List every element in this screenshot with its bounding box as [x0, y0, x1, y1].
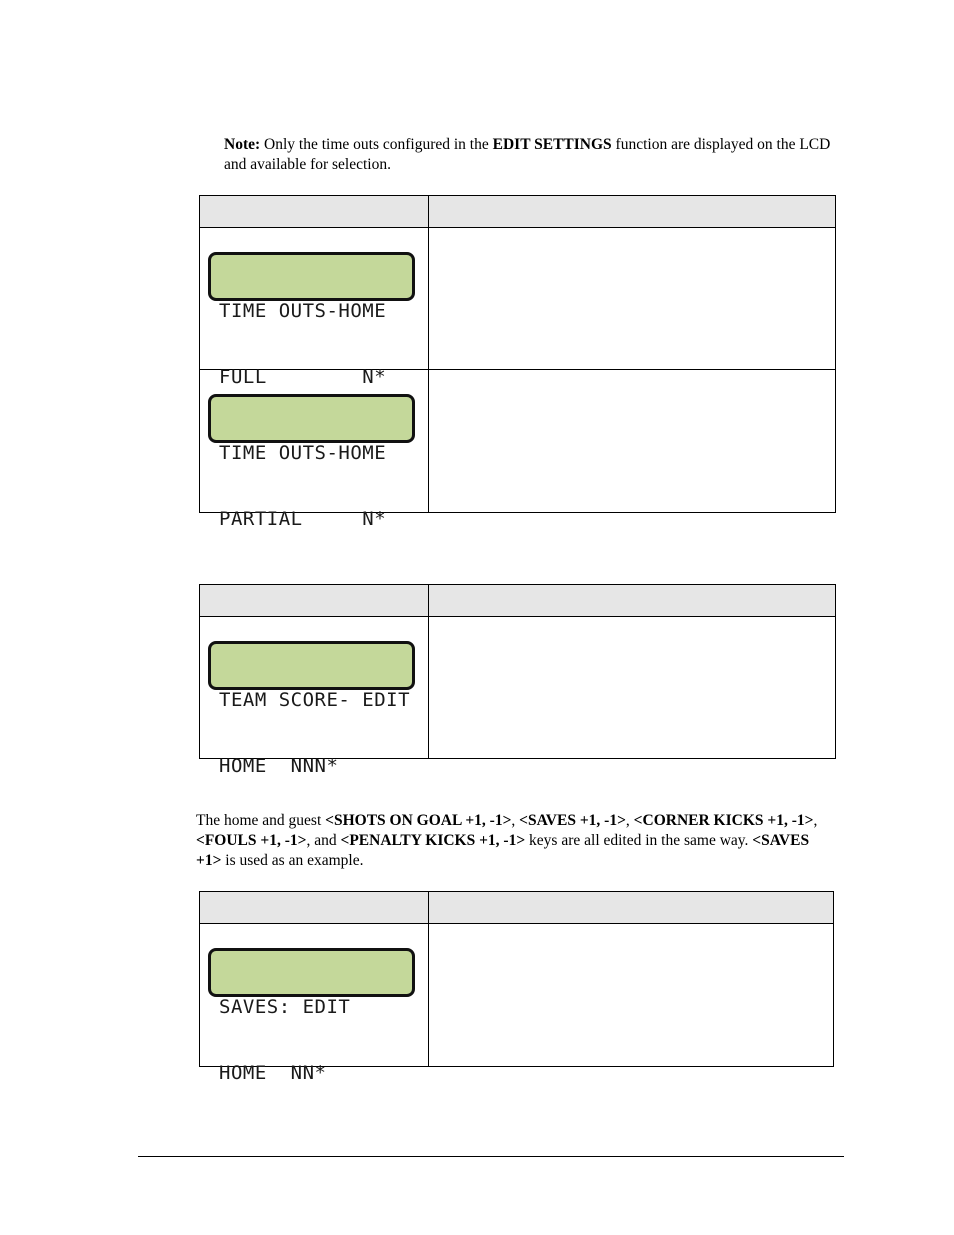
key-corner-kicks: <CORNER KICKS +1, -1>: [633, 812, 814, 829]
lcd-display: [208, 394, 415, 530]
lcd-cell: [200, 228, 429, 388]
table-row: [200, 228, 836, 370]
keys-text: is used as an example.: [221, 852, 364, 869]
key-saves: <SAVES +1, -1>: [519, 812, 626, 829]
table-header-row: [200, 196, 836, 228]
table-header-row: [200, 585, 836, 617]
keys-text: ,: [511, 812, 520, 829]
lcd-display: [208, 948, 415, 1084]
time-outs-table: [199, 195, 836, 530]
keys-text: , and: [306, 832, 341, 849]
keys-text: keys are all edited in the same way.: [525, 832, 753, 849]
saves-table: [199, 891, 834, 1084]
lcd-line-2: PARTIAL N*: [219, 508, 387, 530]
lcd-cell: [200, 617, 429, 777]
lcd-line-1: TIME OUTS-HOME: [219, 442, 387, 464]
keys-text: ,: [813, 812, 818, 829]
keys-text: ,: [625, 812, 634, 829]
lcd-cell: [200, 370, 429, 530]
key-saves-plus-one: <SAVES +1>: [196, 832, 810, 869]
lcd-display: [208, 252, 415, 388]
lcd-line-2: HOME NNN*: [219, 755, 339, 777]
team-score-table: [199, 584, 836, 777]
table-row: [200, 924, 834, 1067]
key-fouls: <FOULS +1, -1>: [196, 832, 307, 849]
lcd-line-2: HOME NN*: [219, 1062, 327, 1084]
lcd-line-1: TIME OUTS-HOME: [219, 300, 387, 322]
lcd-display: [208, 641, 415, 777]
lcd-line-2: FULL N*: [219, 366, 387, 388]
note-paragraph: [224, 135, 834, 175]
table-row: [200, 617, 836, 759]
note-edit-settings: EDIT SETTINGS: [492, 136, 612, 153]
description-cell: [429, 924, 834, 1067]
lcd-line-1: TEAM SCORE- EDIT: [219, 689, 411, 711]
lcd-cell: [200, 924, 429, 1084]
note-text-2: function are displayed on the LCD and available for selection.: [224, 136, 831, 173]
keys-text: The home and guest: [196, 812, 326, 829]
key-penalty-kicks: <PENALTY KICKS +1, -1>: [340, 832, 526, 849]
footer-rule: [138, 1156, 844, 1157]
note-text-1: Only the time outs configured in the: [260, 136, 493, 153]
description-cell: [429, 617, 836, 759]
description-cell: [429, 228, 836, 370]
lcd-line-1: SAVES: EDIT: [219, 996, 351, 1018]
note-label: Note:: [224, 136, 261, 153]
table-row: [200, 370, 836, 513]
table-header-row: [200, 892, 834, 924]
description-cell: [429, 370, 836, 513]
key-shots-on-goal: <SHOTS ON GOAL +1, -1>: [325, 812, 512, 829]
keys-paragraph: [196, 811, 838, 871]
